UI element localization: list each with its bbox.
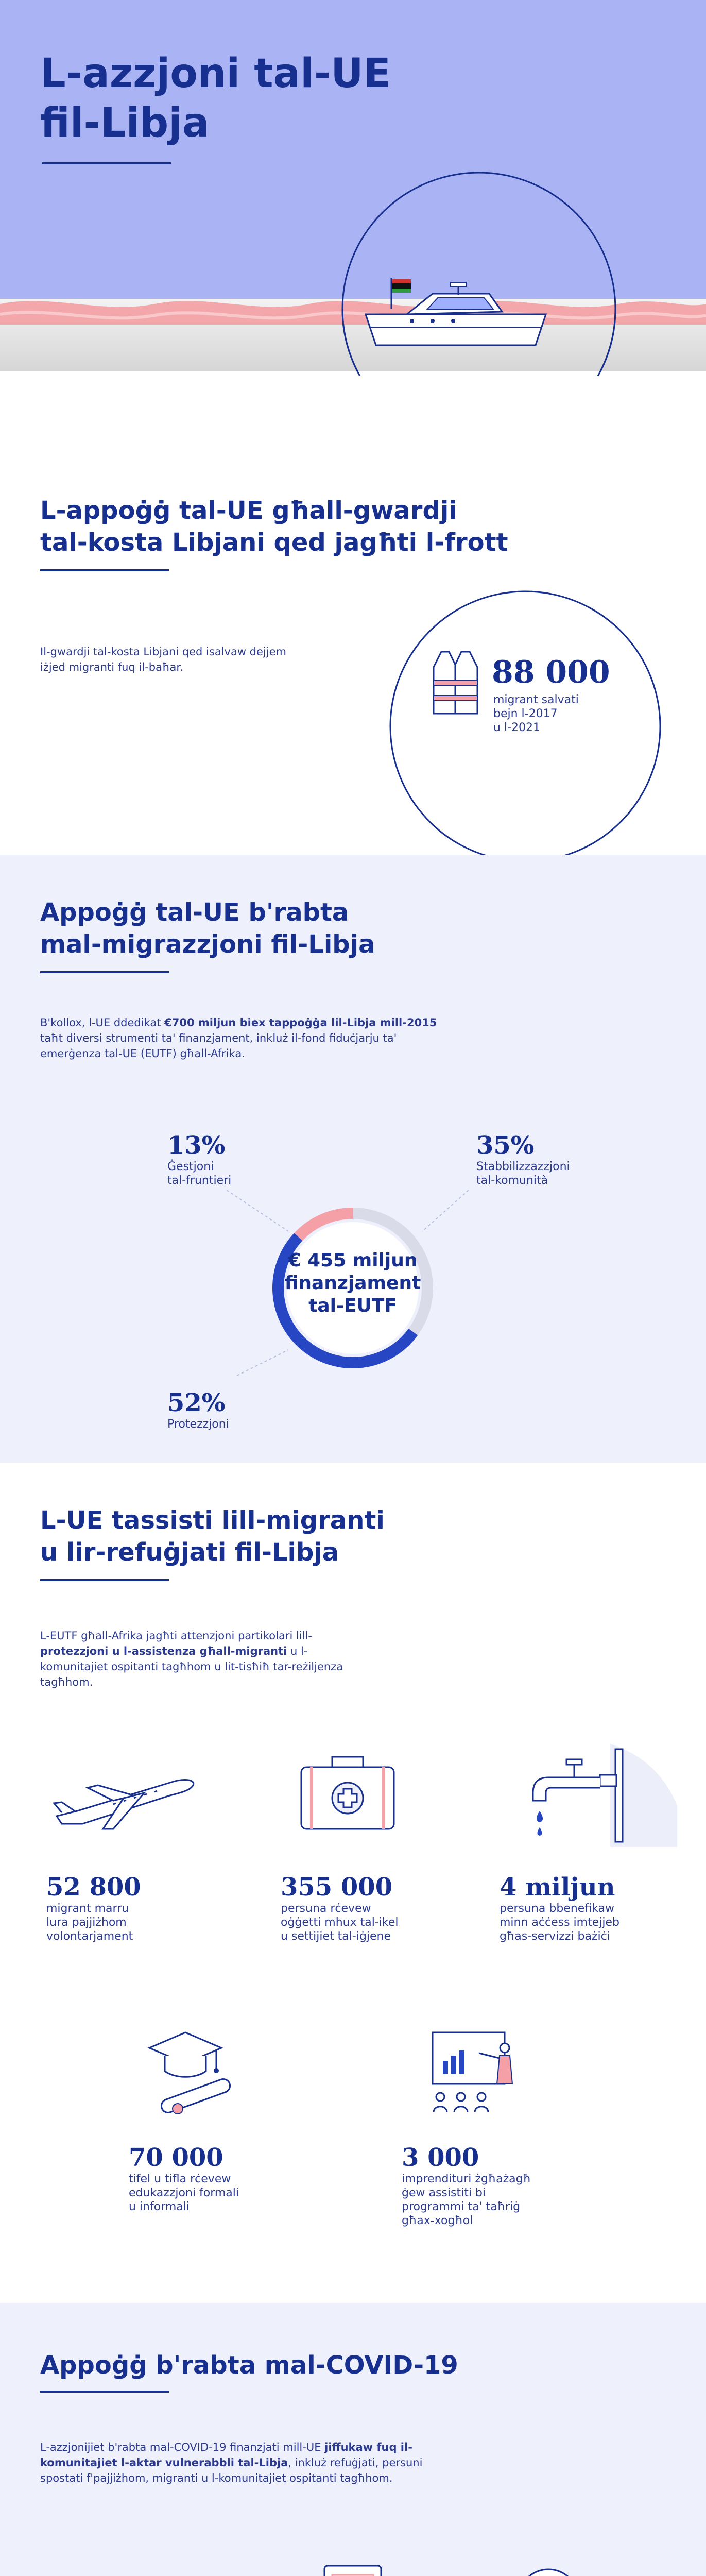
hero-title-rule [42, 162, 171, 164]
segment-protection-label1: Protezzjoni [167, 1418, 229, 1431]
stat-hygiene-number: 355 000 [281, 1873, 393, 1902]
stat-returns-line3: volontarjament [46, 1930, 133, 1943]
graduation-icon [129, 2027, 242, 2120]
segment-protection [167, 1388, 229, 1431]
lab-kit-icon [41, 2571, 196, 2576]
segment-stabilisation-pct: 35% [476, 1131, 535, 1160]
support-text [40, 1628, 344, 1690]
stat-education-line1: tifel u tifla rċevew [129, 2173, 231, 2185]
stat-services-line3: għas-servizzi bażiċi [500, 1930, 610, 1943]
support-text-bold: protezzjoni u l-assistenza għall-migranti [40, 1645, 287, 1657]
funding-section [0, 855, 706, 1463]
donut-center-line1: € 455 miljun [288, 1250, 418, 1271]
funding-text-after: taħt diversi strumenti ta' finanzjament, inkluż il-fond fiduċjarju ta' emerġenza tal-UE (EUTF) għall-Afrika. [40, 1032, 397, 1060]
segment-border-label2: tal-fruntieri [167, 1174, 232, 1187]
covid-text [40, 2439, 462, 2486]
donut-center-line3: tal-EUTF [308, 1295, 397, 1316]
donut-leader-lines [0, 855, 706, 1463]
funding-text-before: B'kollox, l-UE ddedikat [40, 1016, 165, 1029]
stat-hygiene [281, 1873, 399, 1943]
funding-title-line1: Appoġġ tal-UE b'rabta [40, 898, 349, 927]
stat-services-number: 4 miljun [500, 1873, 615, 1902]
stat-training [402, 2143, 531, 2228]
donut-center-label [260, 1249, 445, 1317]
covid-text-before: L-azzjonijiet b'rabta mal-COVID-19 finanzjati mill-UE [40, 2441, 325, 2453]
coastguard-title [40, 495, 508, 558]
hero-title [40, 49, 391, 148]
coastguard-circle-top [335, 309, 623, 376]
covid-title-rule [40, 2391, 169, 2393]
support-section [0, 1463, 706, 2303]
covid-section [0, 2303, 706, 2576]
segment-border-label1: Ġestjoni [167, 1160, 214, 1173]
segment-stabilisation-label2: tal-komunità [476, 1174, 548, 1187]
coastguard-text: Il-gwardji tal-kosta Libjani qed isalvaw dejjem iżjed migranti fuq il-baħar. [40, 646, 286, 673]
stat-services-line1: persuna bbenefikaw [500, 1902, 614, 1915]
stat-training-line4: għax-xogħol [402, 2214, 473, 2227]
support-title-line2: u lir-refuġjati fil-Libja [40, 1538, 339, 1567]
stat-returns [46, 1873, 141, 1943]
coastguard-title-line1: L-appoġġ tal-UE għall-gwardji [40, 496, 457, 525]
virus-icon [507, 2558, 595, 2576]
coastguard-stat-line2: bejn l-2017 [493, 707, 558, 720]
coastguard-stat-label [493, 693, 579, 735]
hero-title-line1: L-azzjoni tal-UE [40, 50, 391, 97]
coastguard-stat-line1: migrant salvati [493, 693, 579, 706]
support-text-after: u l-komunitajiet ospitanti tagħhom u lit-tisħiħ tar-reżiljenza tagħhom. [40, 1645, 343, 1688]
segment-border-pct: 13% [167, 1131, 226, 1160]
stat-training-line1: imprendituri żgħażagħ [402, 2173, 531, 2185]
segment-stabilisation-label1: Stabbilizzazzjoni [476, 1160, 570, 1173]
coastguard-title-line2: tal-kosta Libjani qed jagħti l-frott [40, 528, 508, 557]
stat-education-number: 70 000 [129, 2143, 223, 2172]
medical-kit-icon [296, 1747, 399, 1834]
coastguard-title-rule [40, 569, 169, 571]
covid-text-after: , inkluż refuġjati, persuni spostati f'pajjiżhom, migranti u l-komunitajiet ospitanti tagħhom. [40, 2456, 423, 2484]
first-aid-icon [319, 2561, 391, 2576]
support-title-rule [40, 1579, 169, 1581]
covid-title: Appoġġ b'rabta mal-COVID-19 [40, 2351, 458, 2380]
segment-stabilisation [476, 1131, 570, 1188]
coastguard-stat-number: 88 000 [492, 654, 610, 690]
water-tap-icon [507, 1744, 677, 1847]
support-title [40, 1504, 385, 1568]
stat-services [500, 1873, 619, 1943]
stat-hygiene-line2: oġġetti mhux tal-ikel [281, 1916, 399, 1929]
funding-title-line2: mal-migrazzjoni fil-Libja [40, 930, 375, 959]
stat-hygiene-line1: persuna rċevew [281, 1902, 371, 1915]
support-text-before: L-EUTF għall-Afrika jagħti attenzjoni partikolari lill- [40, 1630, 312, 1642]
stat-returns-line1: migrant marru [46, 1902, 129, 1915]
coastguard-section [0, 371, 706, 855]
stat-training-line2: ġew assistiti bi [402, 2187, 486, 2199]
training-icon [412, 2022, 536, 2125]
stat-education-line2: edukazzjoni formali [129, 2187, 239, 2199]
support-title-line1: L-UE tassisti lill-migranti [40, 1506, 385, 1535]
funding-text-bold: €700 miljun biex tappoġġa lil-Libja mill-2015 [164, 1016, 437, 1029]
segment-protection-pct: 52% [167, 1388, 226, 1417]
stat-training-line3: programmi ta' taħriġ [402, 2200, 521, 2213]
stat-education-line3: u informali [129, 2200, 190, 2213]
segment-border [167, 1131, 231, 1188]
stat-training-number: 3 000 [402, 2143, 479, 2172]
coastguard-stat-line3: u l-2021 [493, 721, 540, 734]
airplane-icon [46, 1752, 201, 1834]
stat-returns-number: 52 800 [46, 1873, 141, 1902]
covid-text-bold: jiffukaw fuq il-komunitajiet l-aktar vulnerabbli tal-Libja [40, 2441, 412, 2469]
donut-center-line2: finanzjament [284, 1273, 421, 1294]
hero-title-line2: fil-Libja [40, 100, 210, 146]
stat-services-line2: minn aċċess imtejjeb [500, 1916, 619, 1929]
stat-returns-line2: lura pajjiżhom [46, 1916, 127, 1929]
life-jacket-icon [428, 649, 483, 719]
stat-hygiene-line3: u settijiet tal-iġjene [281, 1930, 391, 1943]
stat-education [129, 2143, 239, 2214]
